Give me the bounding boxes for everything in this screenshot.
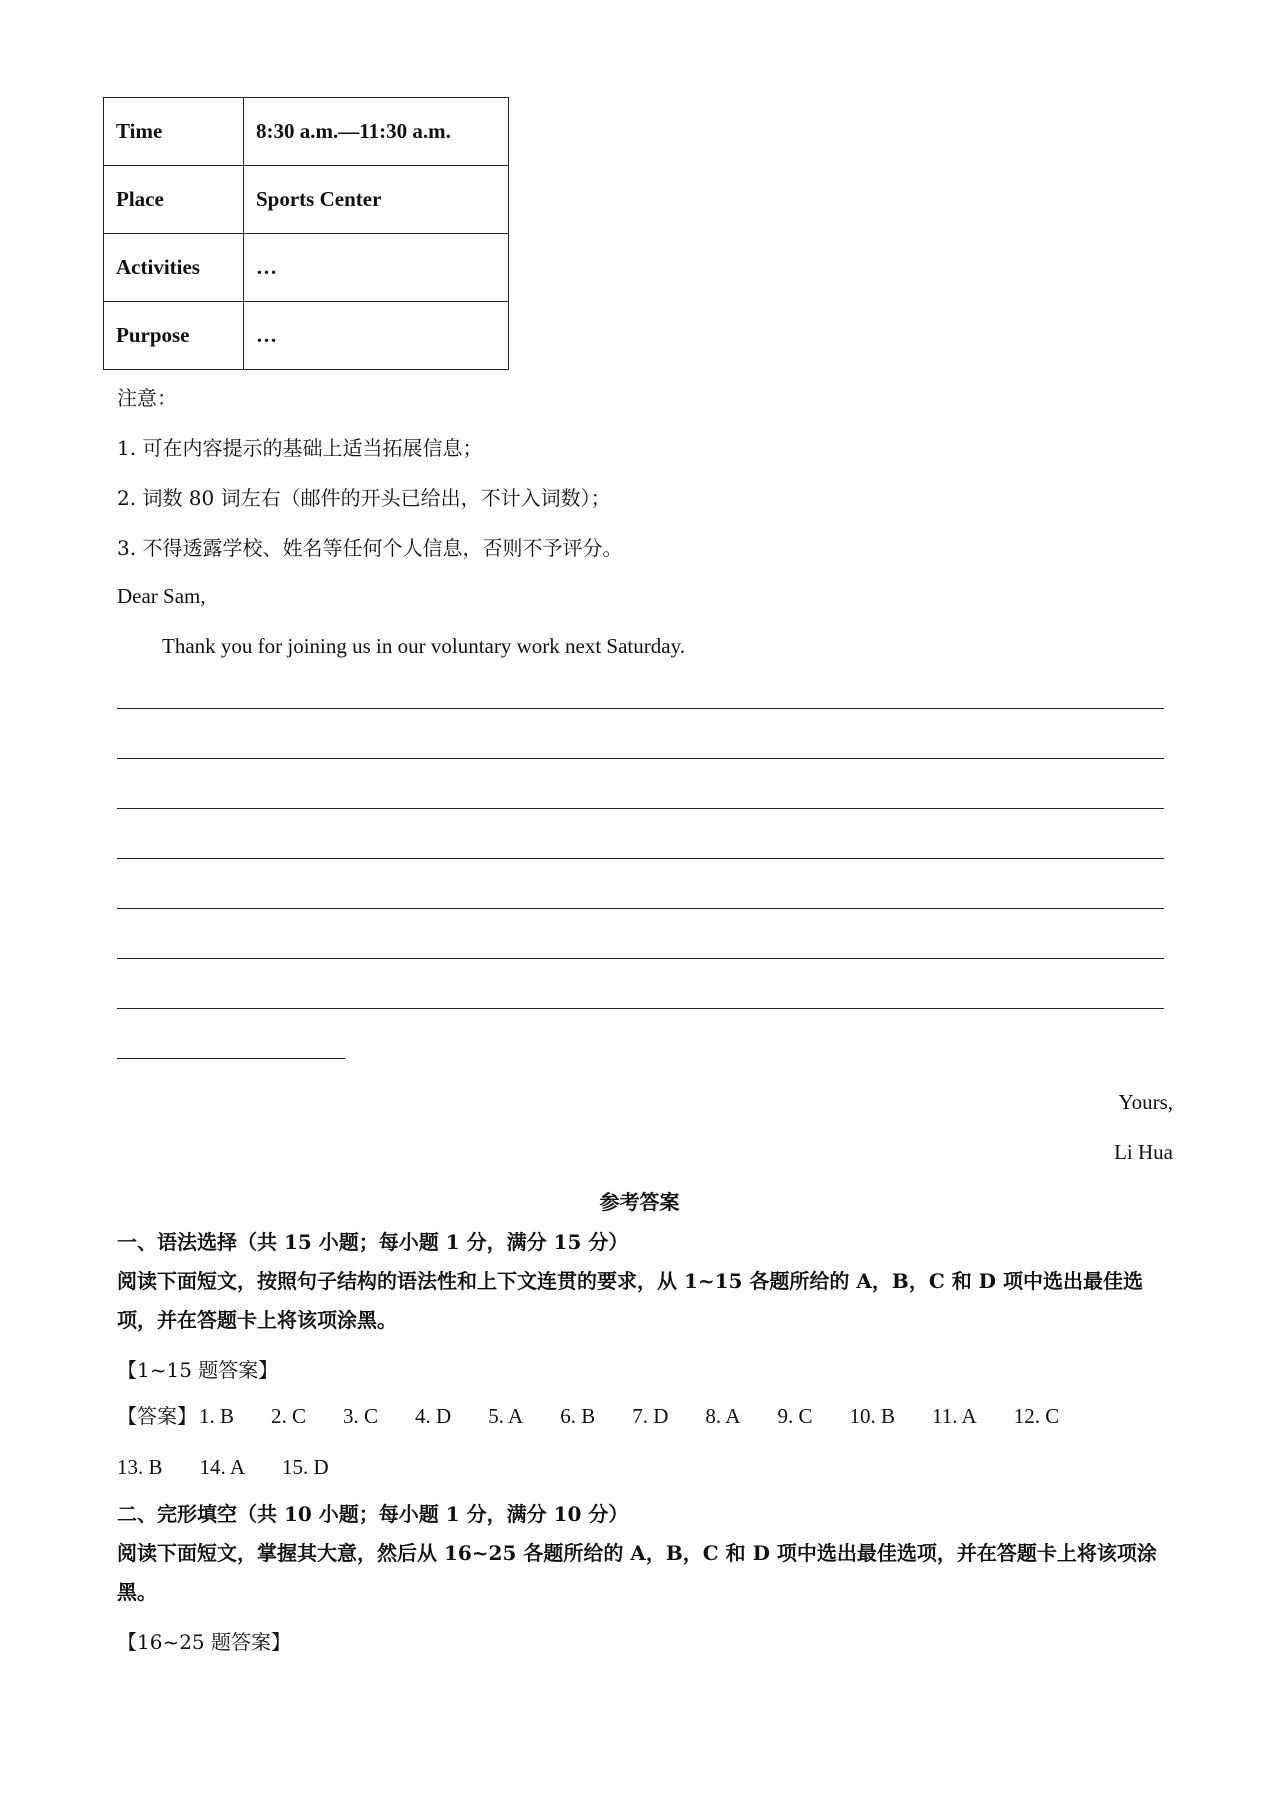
answer-item: 1. B <box>199 1404 235 1428</box>
answer-item: 14. A <box>199 1455 246 1479</box>
answer-item: 9. C <box>777 1404 813 1428</box>
writing-line[interactable] <box>117 708 1164 709</box>
section1-instruction: 阅读下面短文，按照句子结构的语法性和上下文连贯的要求，从 1~15 各题所给的 A，B，C 和 D 项中选出最佳选项，并在答题卡上将该项涂黑。 <box>117 1269 1143 1332</box>
note-item: 2. 词数 80 词左右（邮件的开头已给出，不计入词数）； <box>117 486 611 510</box>
answer-item: 12. C <box>1013 1404 1060 1428</box>
answer-item: 7. D <box>632 1404 669 1428</box>
answer-item: 15. D <box>282 1455 329 1479</box>
info-table-value: … <box>244 302 509 370</box>
answer-item: 3. C <box>343 1404 379 1428</box>
section1-heading: 一、语法选择（共 15 小题；每小题 1 分，满分 15 分） <box>117 1230 629 1254</box>
section2-instruction: 阅读下面短文，掌握其大意，然后从 16~25 各题所给的 A，B，C 和 D 项中选出最佳选项，并在答题卡上将该项涂黑。 <box>117 1541 1157 1604</box>
info-table <box>103 97 509 370</box>
note-item: 3. 不得透露学校、姓名等任何个人信息，否则不予评分。 <box>117 536 623 560</box>
info-table-label: Activities <box>104 234 244 302</box>
answer-prefix: 【答案】 <box>117 1404 197 1428</box>
answer-item: 6. B <box>560 1404 596 1428</box>
letter-opening: Thank you for joining us in our voluntary work next Saturday. <box>162 634 685 658</box>
info-table-label: Time <box>104 98 244 166</box>
answer-item: 13. B <box>117 1455 163 1479</box>
info-table-row <box>104 234 509 302</box>
letter-closing: Yours, <box>1118 1090 1173 1114</box>
answer-item: 11. A <box>931 1404 977 1428</box>
answer-item: 2. C <box>271 1404 307 1428</box>
info-table-row <box>104 302 509 370</box>
notes-title: 注意： <box>117 386 177 410</box>
info-table-value: … <box>244 234 509 302</box>
info-table-label: Place <box>104 166 244 234</box>
answer-item: 5. A <box>488 1404 524 1428</box>
section1-answers-label: 【1~15 题答案】 <box>117 1358 279 1382</box>
letter-greeting: Dear Sam, <box>117 584 206 608</box>
writing-line[interactable] <box>117 1058 345 1059</box>
writing-line[interactable] <box>117 1008 1164 1009</box>
section2-heading: 二、完形填空（共 10 小题；每小题 1 分，满分 10 分） <box>117 1502 629 1526</box>
writing-line[interactable] <box>117 758 1164 759</box>
writing-line[interactable] <box>117 808 1164 809</box>
writing-line[interactable] <box>117 958 1164 959</box>
info-table-value: Sports Center <box>244 166 509 234</box>
info-table-label: Purpose <box>104 302 244 370</box>
answer-item: 10. B <box>849 1404 895 1428</box>
answer-item: 4. D <box>415 1404 452 1428</box>
answer-item: 8. A <box>705 1404 741 1428</box>
section1-answer-list <box>117 1391 1177 1493</box>
answer-key-title: 参考答案 <box>599 1190 680 1214</box>
info-table-row <box>104 98 509 166</box>
info-table-row <box>104 166 509 234</box>
writing-line[interactable] <box>117 908 1164 909</box>
note-item: 1. 可在内容提示的基础上适当拓展信息； <box>117 436 483 460</box>
info-table-value: 8:30 a.m.—11:30 a.m. <box>244 98 509 166</box>
writing-line[interactable] <box>117 858 1164 859</box>
section2-answers-label: 【16~25 题答案】 <box>117 1630 292 1654</box>
letter-signature: Li Hua <box>1114 1140 1173 1164</box>
